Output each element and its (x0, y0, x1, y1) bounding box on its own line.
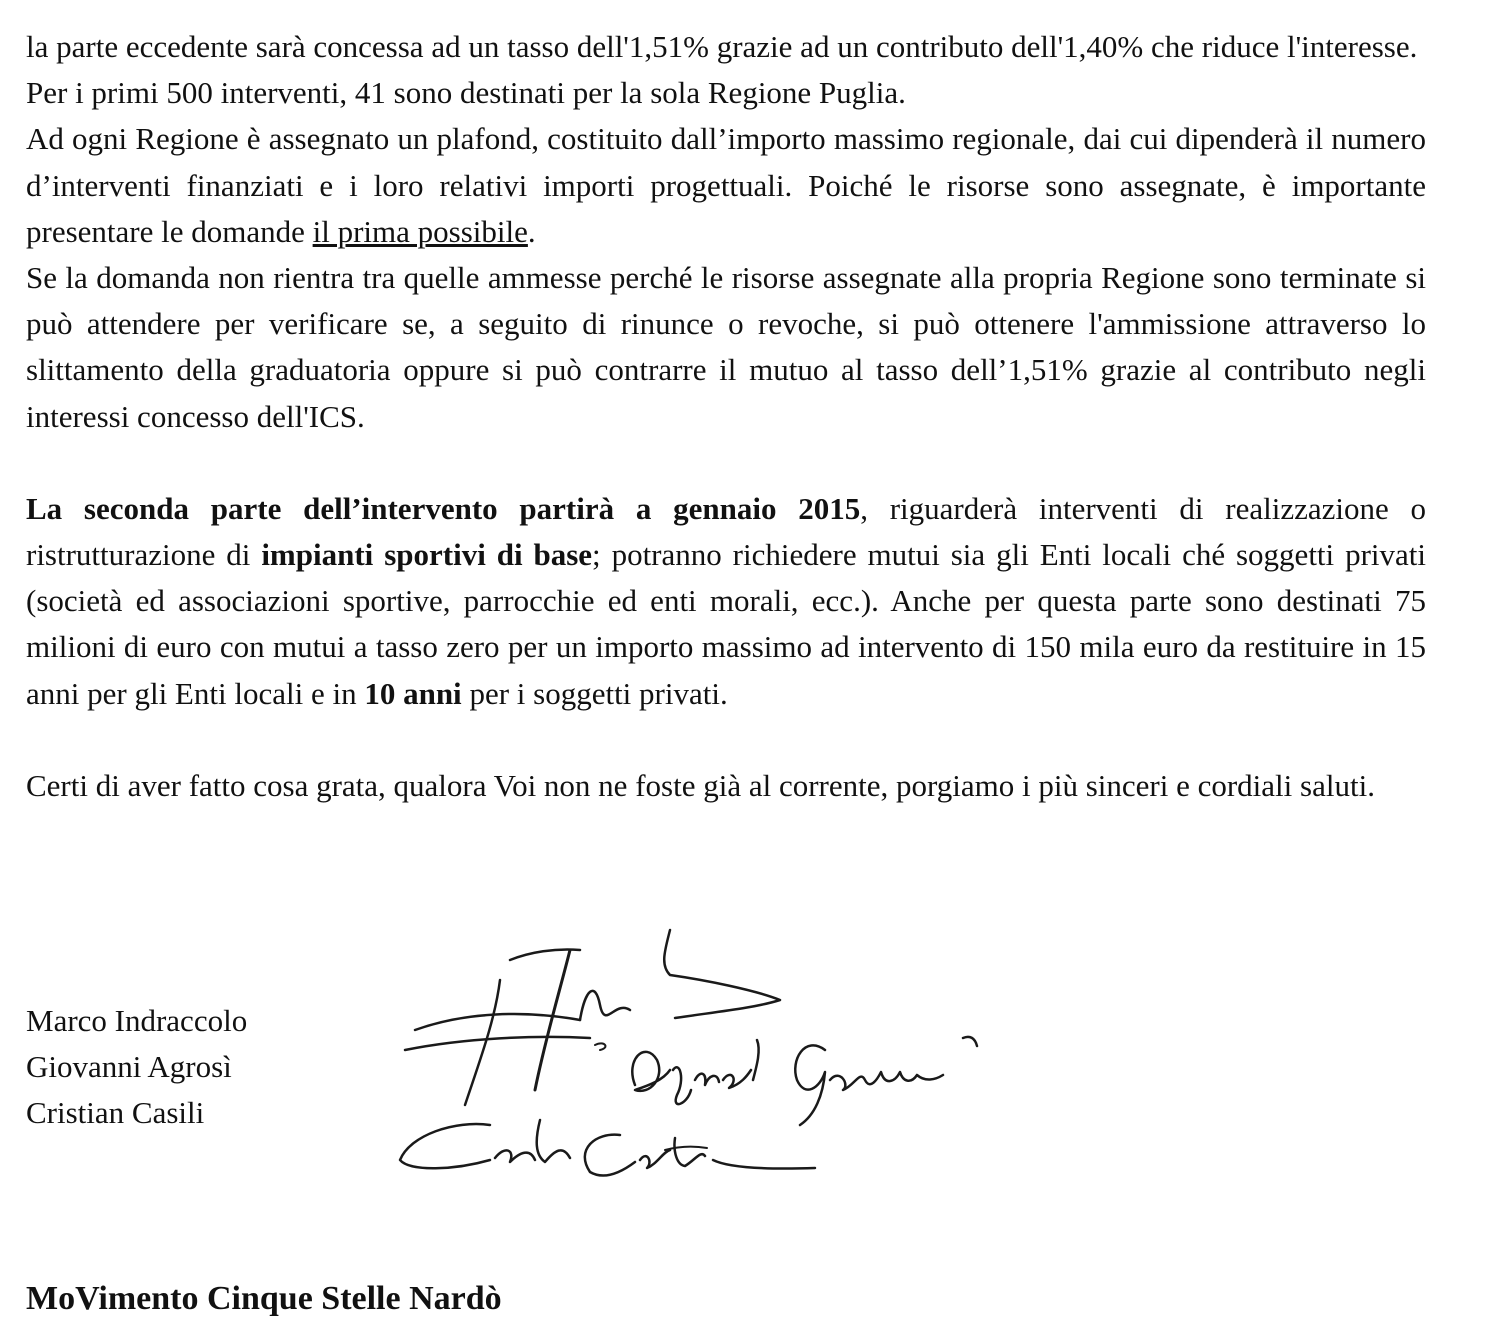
paragraph-gap (26, 717, 1426, 763)
signature-stroke (723, 1070, 751, 1088)
signature-stroke (640, 1150, 670, 1168)
second-part-text-2: ; potranno richiedere mutui sia gli Enti locali ché soggetti privati (società ed associazioni sportive, parrocchie ed enti morali, ecc.). Anche per questa parte sono destinati 75 milioni di euro con mutui a tasso zero per un importo massimo ad intervento di 150 mila euro da restituire in 15 anni per gli Enti locali e in (26, 537, 1426, 711)
signature-stroke (405, 1037, 590, 1050)
signer-name: Giovanni Agrosì (26, 1049, 232, 1084)
signature-stroke (963, 1037, 977, 1046)
paragraph-rate: la parte eccedente sarà concessa ad un tasso dell'1,51% grazie ad un contributo dell'1,40% che riduce l'interesse. (26, 29, 1418, 64)
signature-stroke (585, 1135, 635, 1176)
plafond-text: Ad ogni Regione è assegnato un plafond, costituito dall’importo massimo regionale, dai cui dipenderà il numero d’interventi finanziati e i loro relativi importi progettuali. Poiché le risorse sono assegnate, è importante presentare le domande (26, 121, 1426, 249)
signature-stroke (695, 1074, 719, 1085)
letter-body (26, 24, 1426, 809)
signer-list (26, 998, 247, 1136)
signature-stroke (795, 1045, 825, 1125)
signature-stroke (537, 1120, 570, 1162)
paragraph-closing: Certi di aver fatto cosa grata, qualora Voi non ne foste già al corrente, porgiamo i più sinceri e cordiali saluti. (26, 767, 1375, 803)
organization-name: MoVimento Cinque Stelle Nardò (26, 1280, 502, 1317)
signature-stroke (535, 950, 570, 1090)
signature-stroke (713, 1160, 815, 1169)
signature-stroke (595, 1043, 605, 1050)
signature-stroke (830, 1072, 943, 1090)
second-part-text: , riguarderà interventi di realizzazione o ristrutturazione di (26, 490, 1426, 573)
signature-stroke (673, 1067, 691, 1104)
signature-stroke (674, 1138, 705, 1166)
signer-name: Cristian Casili (26, 1095, 205, 1130)
bold-impianti: impianti sportivi di base (261, 537, 593, 573)
bold-second-part: La seconda parte dell’intervento partirà a gennaio 2015 (26, 490, 861, 526)
paragraph-gap (26, 440, 1426, 486)
second-part-text-3: per i soggetti privati. (461, 675, 728, 711)
signature-stroke (753, 1040, 759, 1080)
handwritten-signatures (395, 920, 1015, 1200)
paragraph-graduatoria: Se la domanda non rientra tra quelle ammesse perché le risorse assegnate alla propria Regione sono terminate si può attendere per verificare se, a seguito di rinunce o revoche, si può ottenere l'ammissione attraverso lo slittamento della graduatoria oppure si può contrarre il mutuo al tasso dell’1,51% grazie al contributo negli interessi concesso dell'ICS. (26, 260, 1426, 434)
underlined-phrase: il prima possibile (312, 213, 528, 249)
signature-stroke (580, 991, 630, 1020)
paragraph-second-part (26, 486, 1426, 717)
bold-dieci-anni: 10 anni (364, 675, 462, 711)
signature-stroke (664, 930, 780, 1018)
signature-stroke (415, 1014, 580, 1030)
signature-stroke (632, 1052, 670, 1091)
signature-stroke (495, 1150, 535, 1162)
signature-stroke (400, 1124, 490, 1168)
paragraph-plafond (26, 116, 1426, 255)
paragraph-puglia: Per i primi 500 interventi, 41 sono destinati per la sola Regione Puglia. (26, 75, 906, 111)
plafond-end: . (527, 213, 536, 249)
signature-stroke (465, 980, 500, 1105)
signer-name: Marco Indraccolo (26, 1003, 248, 1038)
signature-stroke (665, 1147, 707, 1150)
